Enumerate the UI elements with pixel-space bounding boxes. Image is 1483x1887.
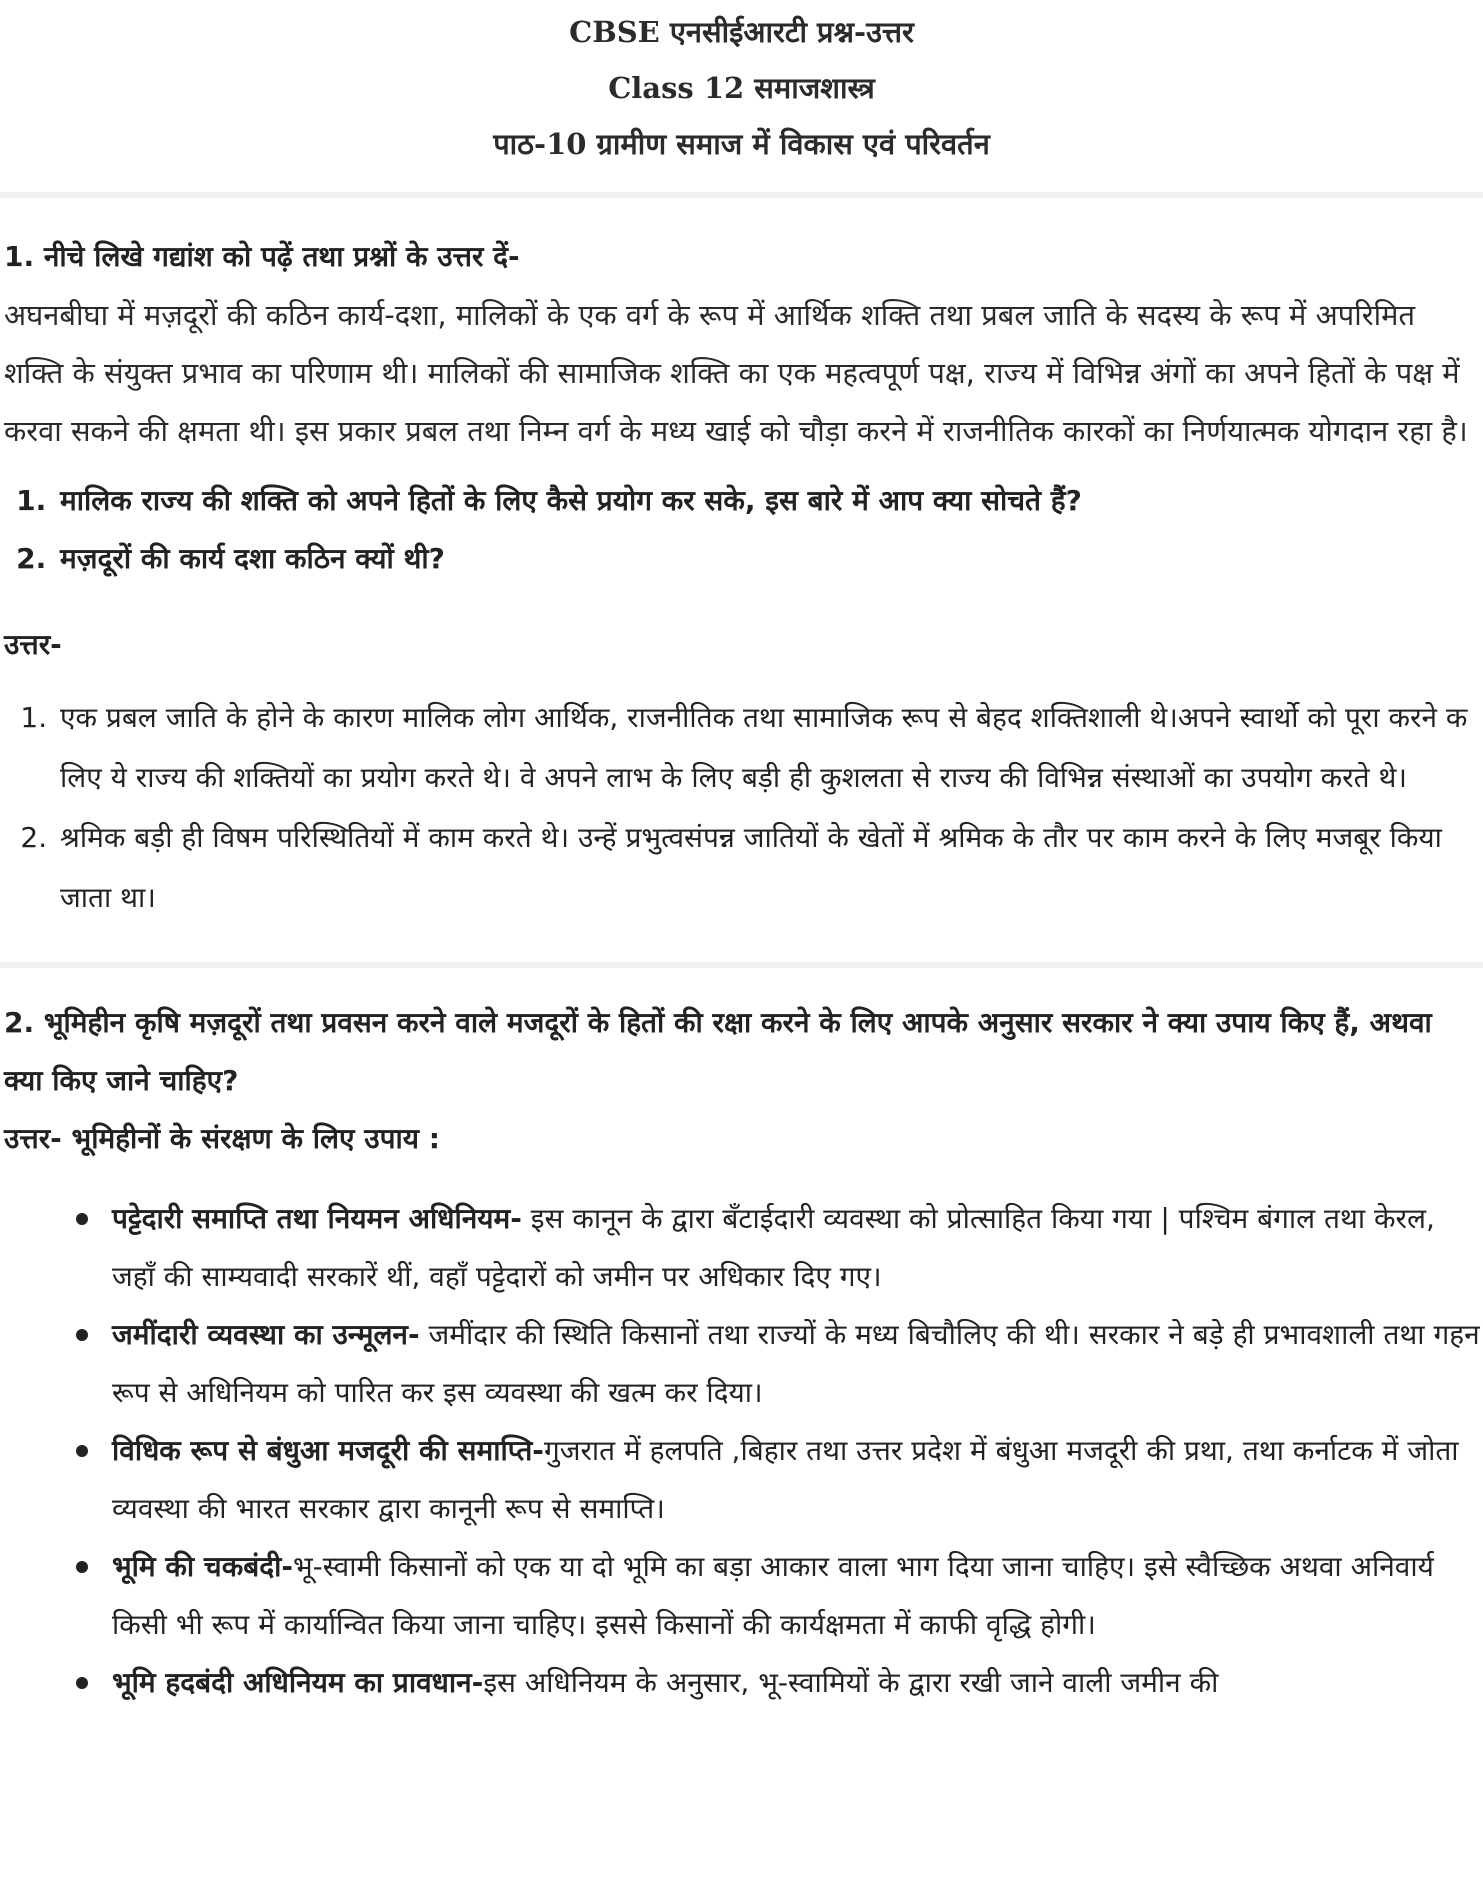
measure-term: भूमि की चकबंदी- (112, 1550, 293, 1583)
answer-item: 2. श्रमिक बड़ी ही विषम परिस्थितियों में काम करते थे। उन्हें प्रभुत्वसंपन्न जातियों के खेतों में श्रमिक के तौर पर काम करने के लिए मजबूर किया जाता था। (56, 808, 1483, 928)
answer-label: उत्तर- (4, 628, 62, 661)
measure-text: गुजरात में हलपति ,बिहार तथा उत्तर प्रदेश में बंधुआ मजदूरी की प्रथा, तथा कर्नाटक में जोता व्यवस्था की भारत सरकार द्वारा कानूनी रूप से समाप्ति। (112, 1434, 1459, 1525)
question-2-section (0, 994, 1483, 1712)
bullet-icon (76, 1445, 88, 1457)
bullet-icon (76, 1329, 88, 1341)
measure-item (112, 1422, 1483, 1538)
subquestion-item: 2. मज़दूरों की कार्य दशा कठिन क्यों थी? (56, 530, 1483, 588)
question-1-subquestions (0, 472, 1483, 588)
section-divider (0, 962, 1483, 968)
question-2-title: 2. भूमिहीन कृषि मज़दूरों तथा प्रवसन करने वाले मजदूरों के हितों की रक्षा करने के लिए आपके अनुसार सरकार ने क्या उपाय किए हैं, अथवा क्या किए जाने चाहिए? (4, 1006, 1432, 1097)
measure-item (112, 1306, 1483, 1422)
bullet-icon (76, 1213, 88, 1225)
answer-2-label: उत्तर- भूमिहीनों के संरक्षण के लिए उपाय : (4, 1122, 440, 1155)
measure-item (112, 1190, 1483, 1306)
answer-item: 1. एक प्रबल जाति के होने के कारण मालिक लोग आर्थिक, राजनीतिक तथा सामाजिक रूप से बेहद शक्तिशाली थे।अपने स्वार्थो को पूरा करने क लिए ये राज्य की शक्तियों का प्रयोग करते थे। वे अपने लाभ के लिए बड़ी ही कुशलता से राज्य की विभिन्न संस्थाओं का उपयोग करते थे। (56, 688, 1483, 808)
measure-term: पट्टेदारी समाप्ति तथा नियमन अधिनियम- (112, 1202, 522, 1235)
subquestion-item: 1. मालिक राज्य की शक्ति को अपने हितों के लिए कैसे प्रयोग कर सके, इस बारे में आप क्या सोचते हैं? (56, 472, 1483, 530)
measure-term: जमींदारी व्यवस्था का उन्मूलन- (112, 1318, 420, 1351)
question-1-passage: अघनबीघा में मज़दूरों की कठिन कार्य-दशा, मालिकों के एक वर्ग के रूप में आर्थिक शक्ति तथा प्रबल जाति के सदस्य के रूप में अपरिमित शक्ति के संयुक्त प्रभाव का परिणाम थी। मालिकों की सामाजिक शक्ति का एक महत्वपूर्ण पक्ष, राज्य में विभिन्न अंगों का अपने हितों के पक्ष में करवा सकने की क्षमता थी। इस प्रकार प्रबल तथा निम्न वर्ग के मध्य खाई को चौड़ा करने में राजनीतिक कारकों का निर्णयात्मक योगदान रहा है। (4, 298, 1468, 448)
section-divider (0, 192, 1483, 198)
measure-text: इस कानून के द्वारा बँटाईदारी व्यवस्था को प्रोत्साहित किया गया | पश्चिम बंगाल तथा केरल, जहाँ की साम्यवादी सरकारें थीं, वहाँ पट्टेदारों को जमीन पर अधिकार दिए गए। (112, 1202, 1435, 1293)
bullet-icon (76, 1561, 88, 1573)
measure-term: भूमि हदबंदी अधिनियम का प्रावधान- (112, 1666, 484, 1699)
question-1-section (0, 228, 1483, 928)
measure-item (112, 1654, 1483, 1712)
header-board-title: CBSE एनसीईआरटी प्रश्न-उत्तर (569, 15, 914, 49)
measure-item (112, 1538, 1483, 1654)
measure-term: विधिक रूप से बंधुआ मजदूरी की समाप्ति- (112, 1434, 544, 1467)
measure-text: इस अधिनियम के अनुसार, भू-स्वामियों के द्वारा रखी जाने वाली जमीन की (483, 1666, 1219, 1699)
measures-list (0, 1190, 1483, 1712)
header-chapter-title: पाठ-10 ग्रामीण समाज में विकास एवं परिवर्तन (493, 127, 990, 161)
question-1-title: 1. नीचे लिखे गद्यांश को पढ़ें तथा प्रश्नों के उत्तर दें- (4, 240, 520, 273)
question-1-answers (0, 688, 1483, 928)
measure-text: जमींदार की स्थिति किसानों तथा राज्यों के मध्य बिचौलिए की थी। सरकार ने बड़े ही प्रभावशाली तथा गहन रूप से अधिनियम को पारित कर इस व्यवस्था की खत्म कर दिया। (112, 1318, 1480, 1409)
header-class-title: Class 12 समाजशास्त्र (608, 71, 875, 105)
page-header (0, 0, 1483, 172)
measure-text: भू-स्वामी किसानों को एक या दो भूमि का बड़ा आकार वाला भाग दिया जाना चाहिए। इसे स्वैच्छिक अथवा अनिवार्य किसी भी रूप में कार्यान्वित किया जाना चाहिए। इससे किसानों की कार्यक्षमता में काफी वृद्धि होगी। (112, 1550, 1434, 1641)
bullet-icon (76, 1677, 88, 1689)
